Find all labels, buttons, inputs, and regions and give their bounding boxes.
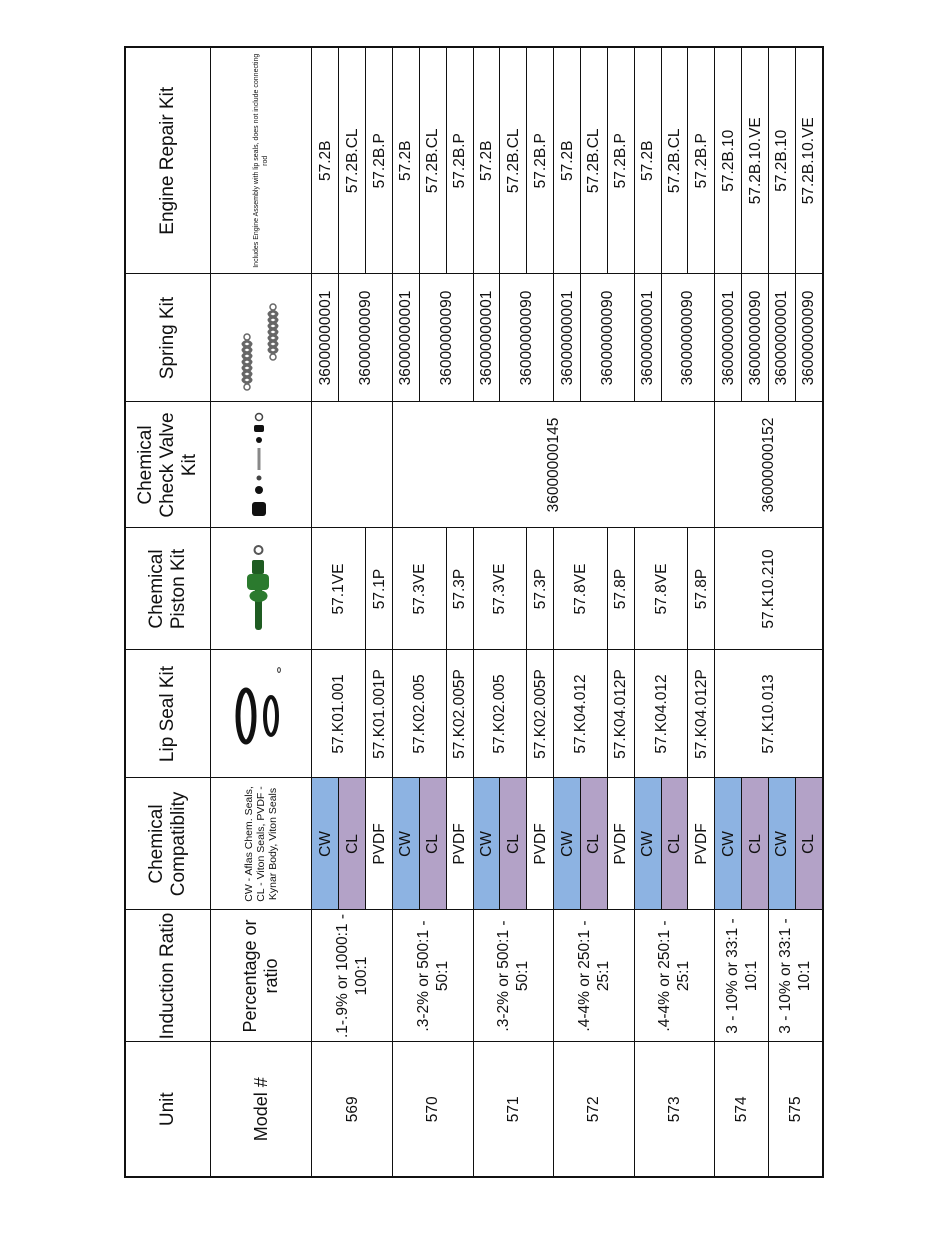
ratio-subheader: Percentage or ratio [211, 910, 312, 1042]
compat-cell: CL [742, 778, 769, 910]
table-row [473, 47, 500, 1177]
lip-seal-cell: 57.K01.001 [312, 650, 366, 778]
ratio-cell: 3 - 10% or 33:1 - 10:1 [715, 910, 769, 1042]
unit-header: Unit [125, 1042, 211, 1177]
model-cell: 569 [312, 1042, 393, 1177]
engine-cell: 57.2B.CL [661, 47, 688, 274]
spring-cell: 36000000090 [580, 274, 634, 402]
compat-cell: CW [634, 778, 661, 910]
engine-cell: 57.2B.CL [500, 47, 527, 274]
spring-icon [231, 283, 287, 393]
lip-seal-rings-icon [231, 664, 287, 764]
header-row [125, 47, 211, 1177]
check-valve-cell: 36000000152 [715, 402, 823, 528]
compat-cell: PVDF [607, 778, 634, 910]
chemical-check-valve-kit-header: Chemical Check Valve Kit [125, 402, 211, 528]
rotated-table-wrapper [124, 48, 824, 1178]
engine-cell: 57.2B [554, 47, 581, 274]
lip-seal-cell: 57.K02.005P [527, 650, 554, 778]
engine-cell: 57.2B.10.VE [742, 47, 769, 274]
lip-seal-kit-header: Lip Seal Kit [125, 650, 211, 778]
compat-cell: PVDF [688, 778, 715, 910]
engine-repair-kit-header: Engine Repair Kit [125, 47, 211, 274]
piston-cell: 57.3P [527, 528, 554, 650]
check-valve-cell [312, 402, 393, 528]
piston-cell: 57.1VE [312, 528, 366, 650]
ratio-cell: 3 - 10% or 33:1 - 10:1 [768, 910, 823, 1042]
engine-cell: 57.2B.CL [339, 47, 366, 274]
compat-cell: CW [473, 778, 500, 910]
repair-kit-table [124, 46, 824, 1178]
compat-cell: PVDF [446, 778, 473, 910]
chemical-compatibility-header: Chemical Compatiblity [125, 778, 211, 910]
spring-image-cell [211, 274, 312, 402]
compat-cell: CW [768, 778, 795, 910]
model-cell: 575 [768, 1042, 823, 1177]
piston-cell: 57.3P [446, 528, 473, 650]
engine-cell: 57.2B.10 [768, 47, 795, 274]
engine-cell: 57.2B.P [607, 47, 634, 274]
ratio-cell: .1-.9% or 1000:1 - 100:1 [312, 910, 393, 1042]
compat-cell: CL [795, 778, 823, 910]
check-valve-cell: 36000000145 [392, 402, 714, 528]
table-row [392, 47, 419, 1177]
model-cell: 574 [715, 1042, 769, 1177]
compat-cell: PVDF [527, 778, 554, 910]
green-piston-icon [231, 544, 287, 634]
spring-cell: 36000000090 [419, 274, 473, 402]
lip-seal-image-cell [211, 650, 312, 778]
spring-cell: 36000000001 [392, 274, 419, 402]
compat-note: CW - Aflas Chem. Seals, CL - Viton Seals, PVDF - Kynar Body, Viton Seals [211, 778, 312, 910]
compat-cell: CW [554, 778, 581, 910]
ratio-cell: .3-2% or 500:1 - 50:1 [473, 910, 554, 1042]
piston-cell: 57.8P [607, 528, 634, 650]
engine-cell: 57.2B [312, 47, 339, 274]
engine-cell: 57.2B.CL [419, 47, 446, 274]
piston-cell: 57.1P [366, 528, 393, 650]
piston-cell: 57.8VE [634, 528, 688, 650]
lip-seal-cell: 57.K02.005 [473, 650, 527, 778]
compat-cell: PVDF [366, 778, 393, 910]
spring-cell: 36000000001 [554, 274, 581, 402]
compat-cell: CW [392, 778, 419, 910]
spring-cell: 36000000001 [312, 274, 339, 402]
spring-cell: 36000000001 [768, 274, 795, 402]
piston-cell: 57.K10.210 [715, 528, 823, 650]
table-row [634, 47, 661, 1177]
piston-cell: 57.3VE [473, 528, 527, 650]
engine-cell: 57.2B [473, 47, 500, 274]
engine-cell: 57.2B.P [366, 47, 393, 274]
spring-cell: 36000000090 [339, 274, 393, 402]
check-valve-image-cell [211, 402, 312, 528]
spring-cell: 36000000001 [634, 274, 661, 402]
spring-cell: 36000000090 [742, 274, 769, 402]
engine-cell: 57.2B.P [446, 47, 473, 274]
compat-cell: CL [500, 778, 527, 910]
compat-cell: CL [661, 778, 688, 910]
subheader-row [211, 47, 312, 1177]
piston-image-cell [211, 528, 312, 650]
ratio-cell: .4-4% or 250:1 - 25:1 [634, 910, 715, 1042]
model-cell: 572 [554, 1042, 635, 1177]
spring-cell: 36000000090 [661, 274, 715, 402]
model-cell: 571 [473, 1042, 554, 1177]
engine-cell: 57.2B.P [688, 47, 715, 274]
engine-cell: 57.2B.CL [580, 47, 607, 274]
table-row [554, 47, 581, 1177]
spring-cell: 36000000001 [473, 274, 500, 402]
engine-cell: 57.2B.10 [715, 47, 742, 274]
compat-cell: CL [339, 778, 366, 910]
lip-seal-cell: 57.K02.005P [446, 650, 473, 778]
table-row [312, 47, 339, 1177]
engine-cell: 57.2B [634, 47, 661, 274]
compat-cell: CW [715, 778, 742, 910]
ratio-cell: .4-4% or 250:1 - 25:1 [554, 910, 635, 1042]
spring-cell: 36000000090 [500, 274, 554, 402]
engine-note: Includes Engine Assembly with lip seals, does not include connecting rod [211, 47, 312, 274]
engine-cell: 57.2B.P [527, 47, 554, 274]
compat-cell: CL [419, 778, 446, 910]
table-row [715, 47, 742, 1177]
spring-cell: 36000000090 [795, 274, 823, 402]
model-cell: 570 [392, 1042, 473, 1177]
lip-seal-cell: 57.K10.013 [715, 650, 823, 778]
lip-seal-cell: 57.K04.012 [554, 650, 608, 778]
lip-seal-cell: 57.K02.005 [392, 650, 446, 778]
piston-cell: 57.8P [688, 528, 715, 650]
compat-cell: CW [312, 778, 339, 910]
chemical-piston-kit-header: Chemical Piston Kit [125, 528, 211, 650]
spring-cell: 36000000001 [715, 274, 742, 402]
ratio-cell: .3-2% or 500:1 - 50:1 [392, 910, 473, 1042]
induction-ratio-header: Induction Ratio [125, 910, 211, 1042]
model-cell: 573 [634, 1042, 715, 1177]
lip-seal-cell: 57.K04.012P [607, 650, 634, 778]
piston-cell: 57.8VE [554, 528, 608, 650]
compat-cell: CL [580, 778, 607, 910]
lip-seal-cell: 57.K04.012P [688, 650, 715, 778]
model-subheader: Model # [211, 1042, 312, 1177]
spring-kit-header: Spring Kit [125, 274, 211, 402]
lip-seal-cell: 57.K01.001P [366, 650, 393, 778]
engine-cell: 57.2B [392, 47, 419, 274]
engine-cell: 57.2B.10.VE [795, 47, 823, 274]
check-valve-parts-icon [239, 410, 279, 520]
piston-cell: 57.3VE [392, 528, 446, 650]
lip-seal-cell: 57.K04.012 [634, 650, 688, 778]
